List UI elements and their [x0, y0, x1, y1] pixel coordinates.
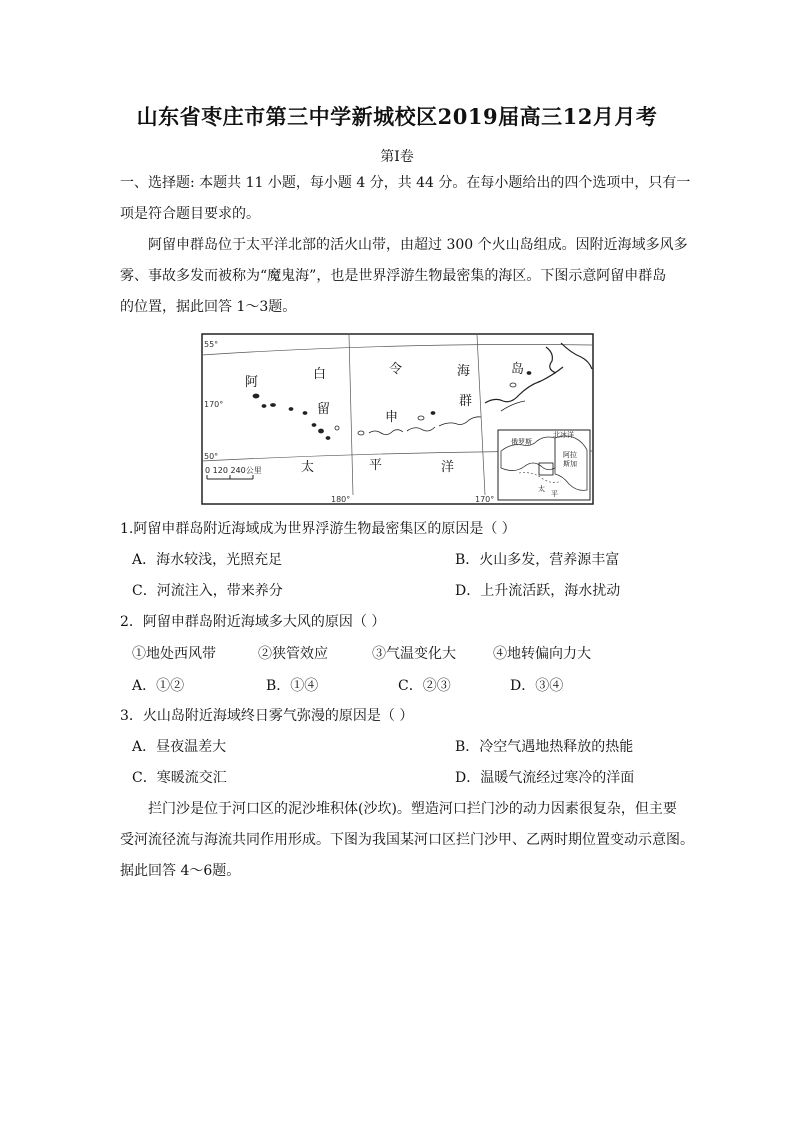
q1-option-d: D．上升流活跃，海水扰动: [455, 583, 621, 599]
label-a: 阿: [245, 375, 259, 390]
inset-map: [498, 430, 590, 500]
aleutian-map: [201, 333, 594, 505]
q2-option-a: A．①②: [132, 678, 185, 694]
label-yang: 洋: [441, 460, 455, 475]
lat-55-label: 55°: [204, 340, 219, 349]
q3-option-b: B．冷空气遇地热释放的热能: [455, 739, 634, 755]
q1-option-c: C．河流注入，带来养分: [132, 583, 283, 599]
instructions-line2: 项是符合题目要求的。: [120, 206, 260, 222]
label-qun: 群: [459, 394, 473, 409]
q3-stem: 3．火山岛附近海域终日雾气弥漫的原因是（ ）: [120, 708, 414, 724]
lat-170-label: 170°: [204, 400, 224, 409]
label-tai: 太: [301, 460, 315, 475]
label-bai: 白: [313, 367, 327, 382]
passage2-line3: 据此回答 4～6题。: [120, 863, 241, 879]
label-ping: 平: [369, 458, 383, 473]
q2-statement-2: ②狭管效应: [258, 646, 328, 662]
q2-statement-4: ④地转偏向力大: [493, 646, 591, 662]
q2-option-b: B．①④: [266, 678, 319, 694]
q1-stem: 1.阿留申群岛附近海域成为世界浮游生物最密集区的原因是（ ）: [120, 521, 516, 537]
q3-option-a: A．昼夜温差大: [132, 739, 227, 755]
passage2-line2: 受河流径流与海流共同作用形成。下图为我国某河口区拦门沙甲、乙两时期位置变动示意图。: [120, 832, 694, 848]
q3-option-d: D．温暖气流经过寒冷的洋面: [455, 770, 635, 786]
inset-russia-label: 俄罗斯: [511, 438, 532, 446]
q1-option-b: B．火山多发，营养源丰富: [455, 552, 620, 568]
inset-alaska-label-1: 阿拉: [563, 451, 577, 459]
scale-label: 0 120 240公里: [205, 466, 262, 475]
passage1-line1: 阿留申群岛位于太平洋北部的活火山带，由超过 300 个火山岛组成。因附近海域多风多: [148, 237, 688, 253]
inset-beibing-label: 北冰洋: [553, 431, 574, 439]
q2-option-d: D．③④: [510, 678, 564, 694]
map-svg: [201, 333, 594, 505]
passage2-line1: 拦门沙是位于河口区的泥沙堆积体(沙坎)。塑造河口拦门沙的动力因素很复杂，但主要: [148, 801, 677, 817]
lon-180-label: 180°: [331, 495, 351, 504]
q3-option-c: C．寒暖流交汇: [132, 770, 227, 786]
label-shen: 申: [385, 410, 399, 425]
passage1-line2: 雾、事故多发而被称为“魔鬼海”，也是世界浮游生物最密集的海区。下图示意阿留申群岛: [120, 268, 667, 284]
page-title: 山东省枣庄市第三中学新城校区2019届高三12月月考: [136, 104, 658, 129]
label-liu: 留: [317, 402, 331, 417]
lat-50-label: 50°: [204, 452, 219, 461]
passage1-line3: 的位置，据此回答 1～3题。: [120, 299, 297, 315]
instructions-line1: 一、选择题: 本题共 11 小题，每小题 4 分，共 44 分。在每小题给出的四个选项中，只有一: [120, 175, 691, 191]
q2-statement-1: ①地处西风带: [132, 646, 216, 662]
inset-ping-label: 平: [551, 490, 558, 498]
q2-stem: 2．阿留申群岛附近海域多大风的原因（ ）: [120, 614, 386, 630]
inset-alaska-label-2: 斯加: [563, 460, 577, 468]
label-ling: 令: [389, 362, 403, 377]
lon-170-label: 170°: [475, 495, 495, 504]
volume-label: 第Ⅰ卷: [380, 149, 414, 165]
inset-tai-label: 太: [538, 485, 545, 493]
q2-statement-3: ③气温变化大: [372, 646, 456, 662]
label-hai: 海: [457, 364, 471, 379]
label-dao: 岛: [511, 362, 525, 377]
q2-option-c: C．②③: [398, 678, 451, 694]
q1-option-a: A．海水较浅，光照充足: [132, 552, 283, 568]
